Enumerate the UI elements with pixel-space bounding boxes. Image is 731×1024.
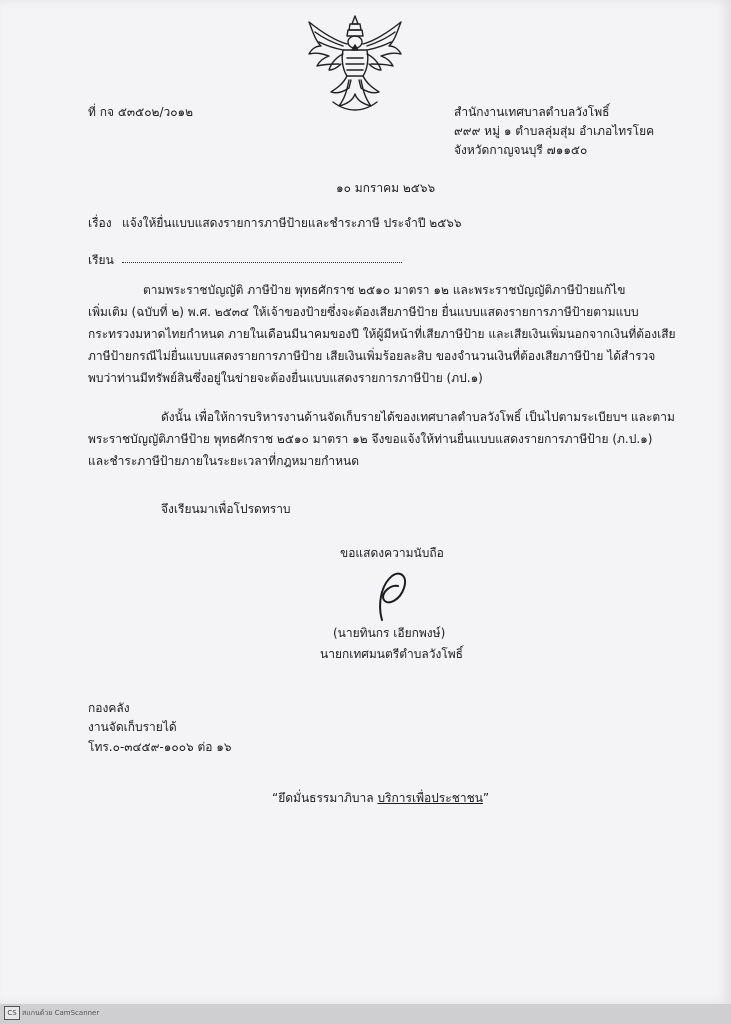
letter-date: ๑๐ มกราคม ๒๕๖๖ [336,181,436,195]
department-name: กองคลัง [88,701,130,715]
motto-part-2: บริการเพื่อประชาชน [377,791,483,805]
recipient-blank-line [122,262,402,263]
office-address: ๙๙๙ หมู่ ๑ ตำบลลุ่มสุ่ม อำเภอไทรโยค [454,124,655,138]
subject-text: แจ้งให้ยื่นแบบแสดงรายการภาษีป้ายและชำระภาษี ประจำปี ๒๕๖๖ [122,216,462,230]
motto-part-3: ” [482,791,490,805]
closing-request: จึงเรียนมาเพื่อโปรดทราบ [161,502,291,516]
motto [272,791,489,805]
office-province: จังหวัดกาญจนบุรี ๗๑๑๕๐ [454,143,588,157]
office-name: สำนักงานเทศบาลตำบลวังโพธิ์ [454,105,610,119]
signer-name: (นายทินกร เอียกพงษ์) [333,626,446,640]
body-paragraph-2 [88,406,675,472]
camscanner-text: สแกนด้วย CamScanner [22,1009,100,1017]
paragraph-1-line: พบว่าท่านมีทรัพย์สินซึ่งอยู่ในข่ายจะต้องยื่นแบบแสดงรายการภาษีป้าย (ภป.๑) [88,371,483,385]
paragraph-1-line: ภาษีป้ายกรณีไม่ยื่นแบบแสดงรายการภาษีป้าย เสียเงินเพิ่มร้อยละสิบ ของจำนวนเงินที่ต้องเสียภาษีป้าย ได้สำรวจ [88,349,656,363]
paragraph-1-line: ตามพระราชบัญญัติ ภาษีป้าย พุทธศักราช ๒๕๑๐ มาตรา ๑๒ และพระราชบัญญัติภาษีป้ายแก้ไข [143,283,626,297]
paragraph-1-line: เพิ่มเติม (ฉบับที่ ๒) พ.ศ. ๒๕๓๔ ให้เจ้าของป้ายซึ่งจะต้องเสียภาษีป้าย ยื่นแบบแสดงรายการภาษีป้ายตามแบบ [88,305,639,319]
signer-position: นายกเทศมนตรีตำบลวังโพธิ์ [320,647,463,661]
department-unit: งานจัดเก็บรายได้ [88,720,177,734]
body-paragraph-1 [88,279,676,389]
signature-mark [368,566,418,622]
paragraph-2-line: ดังนั้น เพื่อให้การบริหารงานด้านจัดเก็บรายได้ของเทศบาลตำบลวังโพธิ์ เป็นไปตามระเบียบฯ และตาม [161,410,675,424]
subject-label: เรื่อง [88,216,112,230]
salutation-label: เรียน [88,253,114,267]
regards: ขอแสดงความนับถือ [340,546,444,560]
paragraph-1-line: กระทรวงมหาดไทยกำหนด ภายในเดือนมีนาคมของปี ให้ผู้มีหน้าที่เสียภาษีป้าย และเสียเงินเพิ่มนอกจากเงินที่ต้องเสีย [88,327,676,341]
reference-number: ที่ กจ ๕๓๕๐๒/ว๐๑๒ [88,105,194,119]
motto-part-1: “ยึดมั่นธรรมาภิบาล [272,791,378,805]
camscanner-logo: CS [4,1006,20,1020]
scanner-footer [0,1004,731,1024]
paragraph-2-line: พระราชบัญญัติภาษีป้าย พุทธศักราช ๒๕๑๐ มาตรา ๑๒ จึงขอแจ้งให้ท่านยื่นแบบแสดงรายการภาษีป้าย (ภ.ป.๑) [88,432,653,446]
paragraph-2-line: และชำระภาษีป้ายภายในระยะเวลาที่กฎหมายกำหนด [88,454,360,468]
garuda-emblem [303,14,407,112]
department-phone: โทร.๐-๓๔๕๙-๑๐๐๖ ต่อ ๑๖ [88,740,232,754]
